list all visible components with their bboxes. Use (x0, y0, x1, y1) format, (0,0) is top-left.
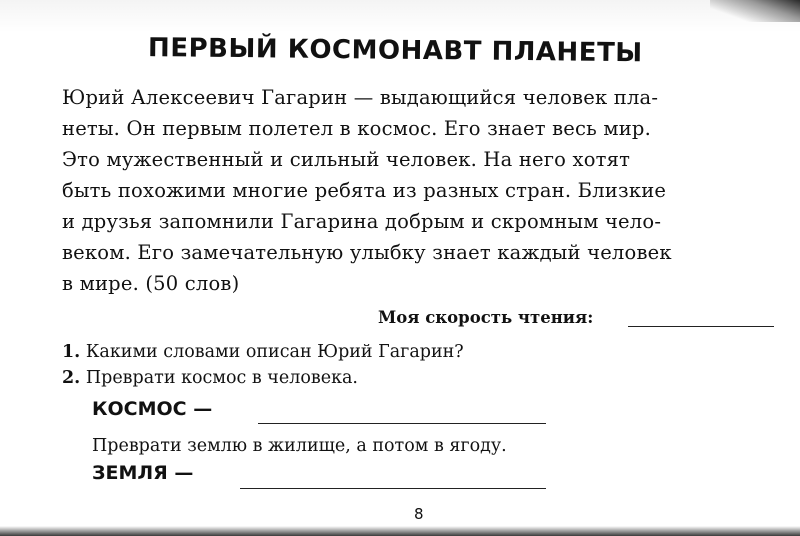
question-1-number: 1. (62, 342, 81, 362)
kosmos-answer-line[interactable] (258, 423, 546, 424)
question-2-number: 2. (62, 368, 81, 388)
question-2 (62, 368, 358, 388)
paragraph-line-3: Это мужественный и сильный человек. На него хотят (62, 148, 631, 171)
paragraph-line-1: Юрий Алексеевич Гагарин — выдающийся человек пла- (62, 86, 659, 109)
paragraph-line-7: в мире. (50 слов) (62, 272, 240, 295)
reading-speed-answer-line[interactable] (628, 326, 774, 327)
paragraph-line-6: веком. Его замечательную улыбку знает каждый человек (62, 241, 672, 264)
instruction-zemlya: Преврати землю в жилище, а потом в ягоду. (92, 436, 507, 456)
page-corner-shadow (710, 0, 800, 22)
question-2-text: Преврати космос в человека. (85, 368, 358, 388)
page-bottom-shadow (0, 526, 800, 536)
reading-speed-label: Моя скорость чтения: (378, 308, 594, 327)
question-1 (62, 342, 464, 362)
page-number: 8 (414, 505, 424, 523)
paragraph-line-4: быть похожими многие ребята из разных стран. Близкие (62, 179, 667, 202)
page-title: ПЕРВЫЙ КОСМОНАВТ ПЛАНЕТЫ (147, 33, 643, 69)
zemlya-answer-line[interactable] (240, 488, 546, 489)
paragraph-line-2: неты. Он первым полетел в космос. Его знает весь мир. (62, 117, 652, 140)
question-1-text: Какими словами описан Юрий Гагарин? (85, 342, 464, 362)
word-zemlya: ЗЕМЛЯ — (92, 462, 194, 484)
word-kosmos: КОСМОС — (92, 398, 213, 420)
paragraph-line-5: и друзья запомнили Гагарина добрым и скромным чело- (62, 210, 662, 233)
